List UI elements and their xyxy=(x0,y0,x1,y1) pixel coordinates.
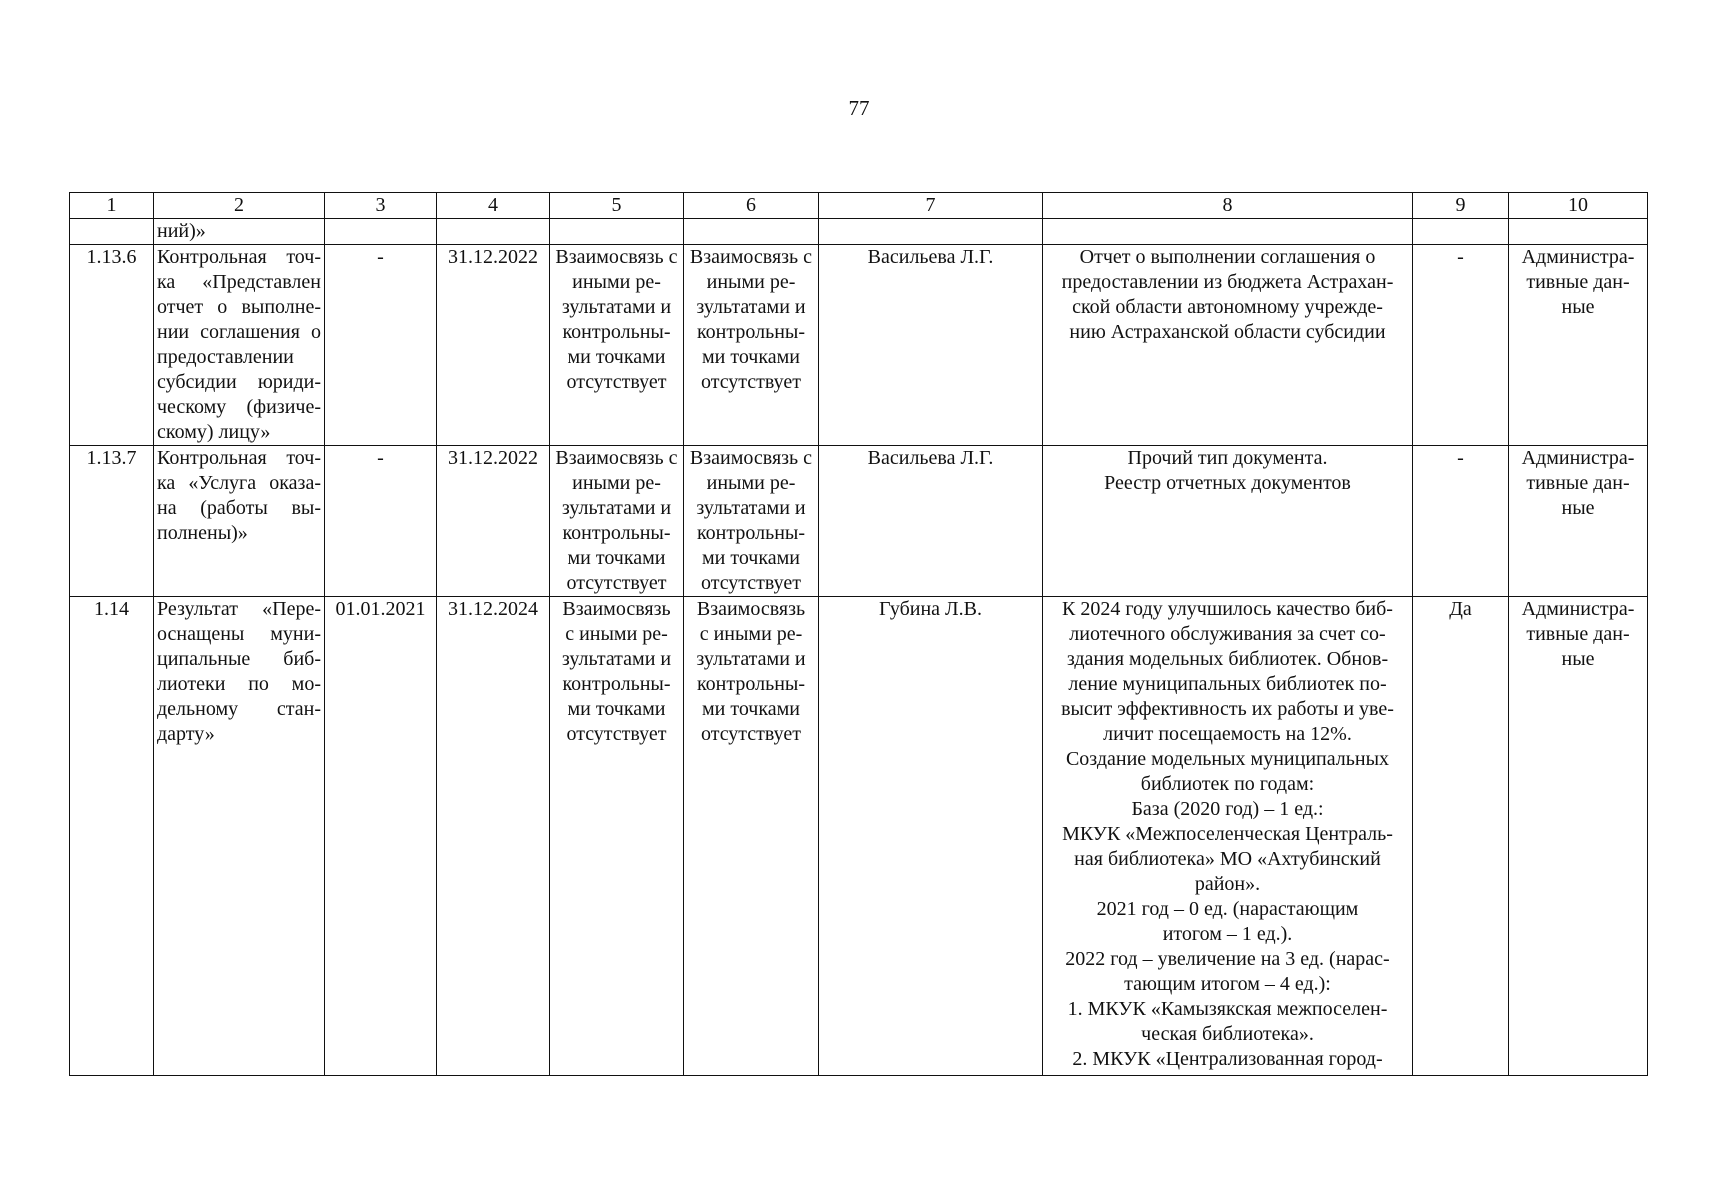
start-date: - xyxy=(325,446,437,597)
cell-empty xyxy=(70,219,154,245)
column-number: 7 xyxy=(819,193,1043,219)
cell-line: дарту» xyxy=(157,723,215,745)
column-number: 6 xyxy=(684,193,819,219)
cell-line: ми точками xyxy=(567,698,666,720)
cell-line: ление муниципальных библиотек по- xyxy=(1068,673,1387,695)
table-row xyxy=(70,245,1648,446)
column-number: 1 xyxy=(70,193,154,219)
end-date: 31.12.2024 xyxy=(437,597,550,1076)
cell-line: Взаимосвязь с xyxy=(689,447,813,469)
cell-line: контрольны- xyxy=(696,522,806,544)
cell-empty xyxy=(325,219,437,245)
cell-line: Создание модельных муниципальных xyxy=(1065,748,1390,770)
col9-value: Да xyxy=(1413,597,1509,1076)
cell-line: ка «Услуга оказа- xyxy=(157,472,321,494)
cell-line: Реестр отчетных документов xyxy=(1104,472,1351,494)
cell-line: итогом – 1 ед.). xyxy=(1162,923,1293,945)
cell-empty xyxy=(1509,219,1648,245)
column-number-row xyxy=(70,193,1648,219)
cell-line: библиотек по годам: xyxy=(1140,773,1315,795)
cell-line: с иными ре- xyxy=(699,623,803,645)
cell-line: нию Астраханской области субсидии xyxy=(1069,321,1386,343)
cell-line: К 2024 году улучшилось качество биб- xyxy=(1062,598,1393,620)
cell-line: контрольны- xyxy=(562,673,671,695)
cell-empty xyxy=(1043,219,1413,245)
cell-line: Взаимосвязь xyxy=(696,598,806,620)
cell-line: скому) лицу» xyxy=(157,421,271,443)
cell-line: Взаимосвязь с xyxy=(555,246,678,268)
cell-empty xyxy=(1413,219,1509,245)
cell-line: отсутствует xyxy=(566,723,667,745)
plan-table xyxy=(69,192,1648,1076)
end-date: 31.12.2022 xyxy=(437,245,550,446)
cell-line: ные xyxy=(1561,648,1595,670)
responsible-person: Губина Л.В. xyxy=(819,597,1043,1076)
cell-line: с иными ре- xyxy=(565,623,668,645)
linkage-control-points xyxy=(684,446,819,597)
result-description xyxy=(1043,597,1413,1076)
responsible-person: Васильева Л.Г. xyxy=(819,245,1043,446)
cell-line: Взаимосвязь xyxy=(562,598,671,620)
cell-empty xyxy=(819,219,1043,245)
column-number: 8 xyxy=(1043,193,1413,219)
cell-line: ка «Представлен xyxy=(157,271,321,293)
cell-line: ципальные биб- xyxy=(157,648,321,670)
cell-line: иными ре- xyxy=(572,271,661,293)
cell-line: контрольны- xyxy=(562,522,671,544)
end-date: 31.12.2022 xyxy=(437,446,550,597)
table-row xyxy=(70,446,1648,597)
cell-line: отсутствует xyxy=(566,572,667,594)
cell-line: ми точками xyxy=(701,698,801,720)
cell-line: дельному стан- xyxy=(157,698,321,720)
cell-line: МКУК «Межпоселенческая Централь- xyxy=(1062,823,1393,845)
cell-line: тивные дан- xyxy=(1526,623,1630,645)
cell-line: ческая библиотека». xyxy=(1141,1023,1314,1045)
cell-line: личит посещаемость на 12%. xyxy=(1103,723,1352,745)
cell-line: высит эффективность их работы и уве- xyxy=(1061,698,1394,720)
continuation-text: ний)» xyxy=(154,219,325,245)
column-number: 5 xyxy=(550,193,684,219)
cell-line: 2. МКУК «Централизованная город- xyxy=(1072,1048,1383,1070)
linkage-results xyxy=(550,446,684,597)
cell-line: иными ре- xyxy=(706,472,796,494)
cell-line: 2021 год – 0 ед. (нарастающим xyxy=(1096,898,1359,920)
cell-line: предоставлении xyxy=(157,346,294,368)
col9-value: - xyxy=(1413,245,1509,446)
column-number: 9 xyxy=(1413,193,1509,219)
cell-line: ная библиотека» МО «Ахтубинский xyxy=(1074,848,1381,870)
cell-line: Администра- xyxy=(1521,447,1635,469)
cell-line: База (2020 год) – 1 ед.: xyxy=(1131,798,1324,820)
cell-line: зультатами и xyxy=(696,296,806,318)
cell-line: Взаимосвязь с xyxy=(555,447,678,469)
result-description xyxy=(1043,446,1413,597)
column-number: 10 xyxy=(1509,193,1648,219)
cell-line: ми точками xyxy=(567,346,666,368)
cell-line: лиотечного обслуживания за счет со- xyxy=(1069,623,1386,645)
cell-line: Отчет о выполнении соглашения о xyxy=(1079,246,1376,268)
cell-line: тающим итогом – 4 ед.): xyxy=(1124,973,1331,995)
item-name xyxy=(154,245,325,446)
item-name xyxy=(154,446,325,597)
col9-value: - xyxy=(1413,446,1509,597)
cell-line: Взаимосвязь с xyxy=(689,246,813,268)
cell-line: Результат «Пере- xyxy=(157,598,321,620)
page-number: 77 xyxy=(848,96,870,120)
cell-line: отсутствует xyxy=(700,371,802,393)
row-number: 1.13.7 xyxy=(70,446,154,597)
cell-line: ми точками xyxy=(701,346,801,368)
item-name xyxy=(154,597,325,1076)
cell-line: Администра- xyxy=(1521,246,1635,268)
linkage-results xyxy=(550,597,684,1076)
cell-line: здания модельных библиотек. Обнов- xyxy=(1066,648,1389,670)
cell-line: 2022 год – увеличение на 3 ед. (нарас- xyxy=(1065,948,1390,970)
data-source xyxy=(1509,597,1648,1076)
linkage-control-points xyxy=(684,597,819,1076)
cell-line: полнены)» xyxy=(157,522,248,544)
cell-line: район». xyxy=(1194,873,1261,895)
cell-line: зультатами и xyxy=(696,497,806,519)
cell-line: Контрольная точ- xyxy=(157,447,321,469)
cell-line: отсутствует xyxy=(700,723,802,745)
continuation-row xyxy=(70,219,1648,245)
cell-line: отчет о выполне- xyxy=(157,296,321,318)
cell-line: отсутствует xyxy=(700,572,802,594)
cell-line: на (работы вы- xyxy=(157,497,321,519)
cell-line: зультатами и xyxy=(561,497,672,519)
cell-line: ми точками xyxy=(567,547,666,569)
cell-empty xyxy=(684,219,819,245)
responsible-person: Васильева Л.Г. xyxy=(819,446,1043,597)
start-date: 01.01.2021 xyxy=(325,597,437,1076)
result-description xyxy=(1043,245,1413,446)
cell-empty xyxy=(550,219,684,245)
cell-line: иными ре- xyxy=(572,472,661,494)
cell-line: контрольны- xyxy=(696,673,806,695)
data-source xyxy=(1509,245,1648,446)
table-row xyxy=(70,597,1648,1076)
data-source xyxy=(1509,446,1648,597)
cell-line: оснащены муни- xyxy=(157,623,321,645)
cell-line: тивные дан- xyxy=(1526,472,1630,494)
cell-line: ской области автономному учрежде- xyxy=(1072,296,1383,318)
row-number: 1.13.6 xyxy=(70,245,154,446)
cell-line: контрольны- xyxy=(562,321,671,343)
cell-line: Прочий тип документа. xyxy=(1127,447,1328,469)
row-number: 1.14 xyxy=(70,597,154,1076)
cell-line: ческому (физиче- xyxy=(157,396,321,418)
cell-line: предоставлении из бюджета Астрахан- xyxy=(1061,271,1394,293)
cell-line: зультатами и xyxy=(561,648,672,670)
cell-line: лиотеки по мо- xyxy=(157,673,321,695)
start-date: - xyxy=(325,245,437,446)
cell-line: зультатами и xyxy=(561,296,672,318)
cell-line: ные xyxy=(1561,497,1595,519)
cell-line: иными ре- xyxy=(706,271,796,293)
cell-line: ные xyxy=(1561,296,1595,318)
column-number: 2 xyxy=(154,193,325,219)
linkage-results xyxy=(550,245,684,446)
cell-line: Контрольная точ- xyxy=(157,246,321,268)
linkage-control-points xyxy=(684,245,819,446)
column-number: 4 xyxy=(437,193,550,219)
cell-line: отсутствует xyxy=(566,371,667,393)
cell-line: тивные дан- xyxy=(1526,271,1630,293)
cell-line: 1. МКУК «Камызякская межпоселен- xyxy=(1067,998,1388,1020)
cell-line: нии соглашения о xyxy=(157,321,321,343)
cell-line: контрольны- xyxy=(696,321,806,343)
column-number: 3 xyxy=(325,193,437,219)
cell-empty xyxy=(437,219,550,245)
cell-line: ми точками xyxy=(701,547,801,569)
cell-line: Администра- xyxy=(1521,598,1635,620)
cell-line: субсидии юриди- xyxy=(157,371,321,393)
cell-line: зультатами и xyxy=(696,648,806,670)
